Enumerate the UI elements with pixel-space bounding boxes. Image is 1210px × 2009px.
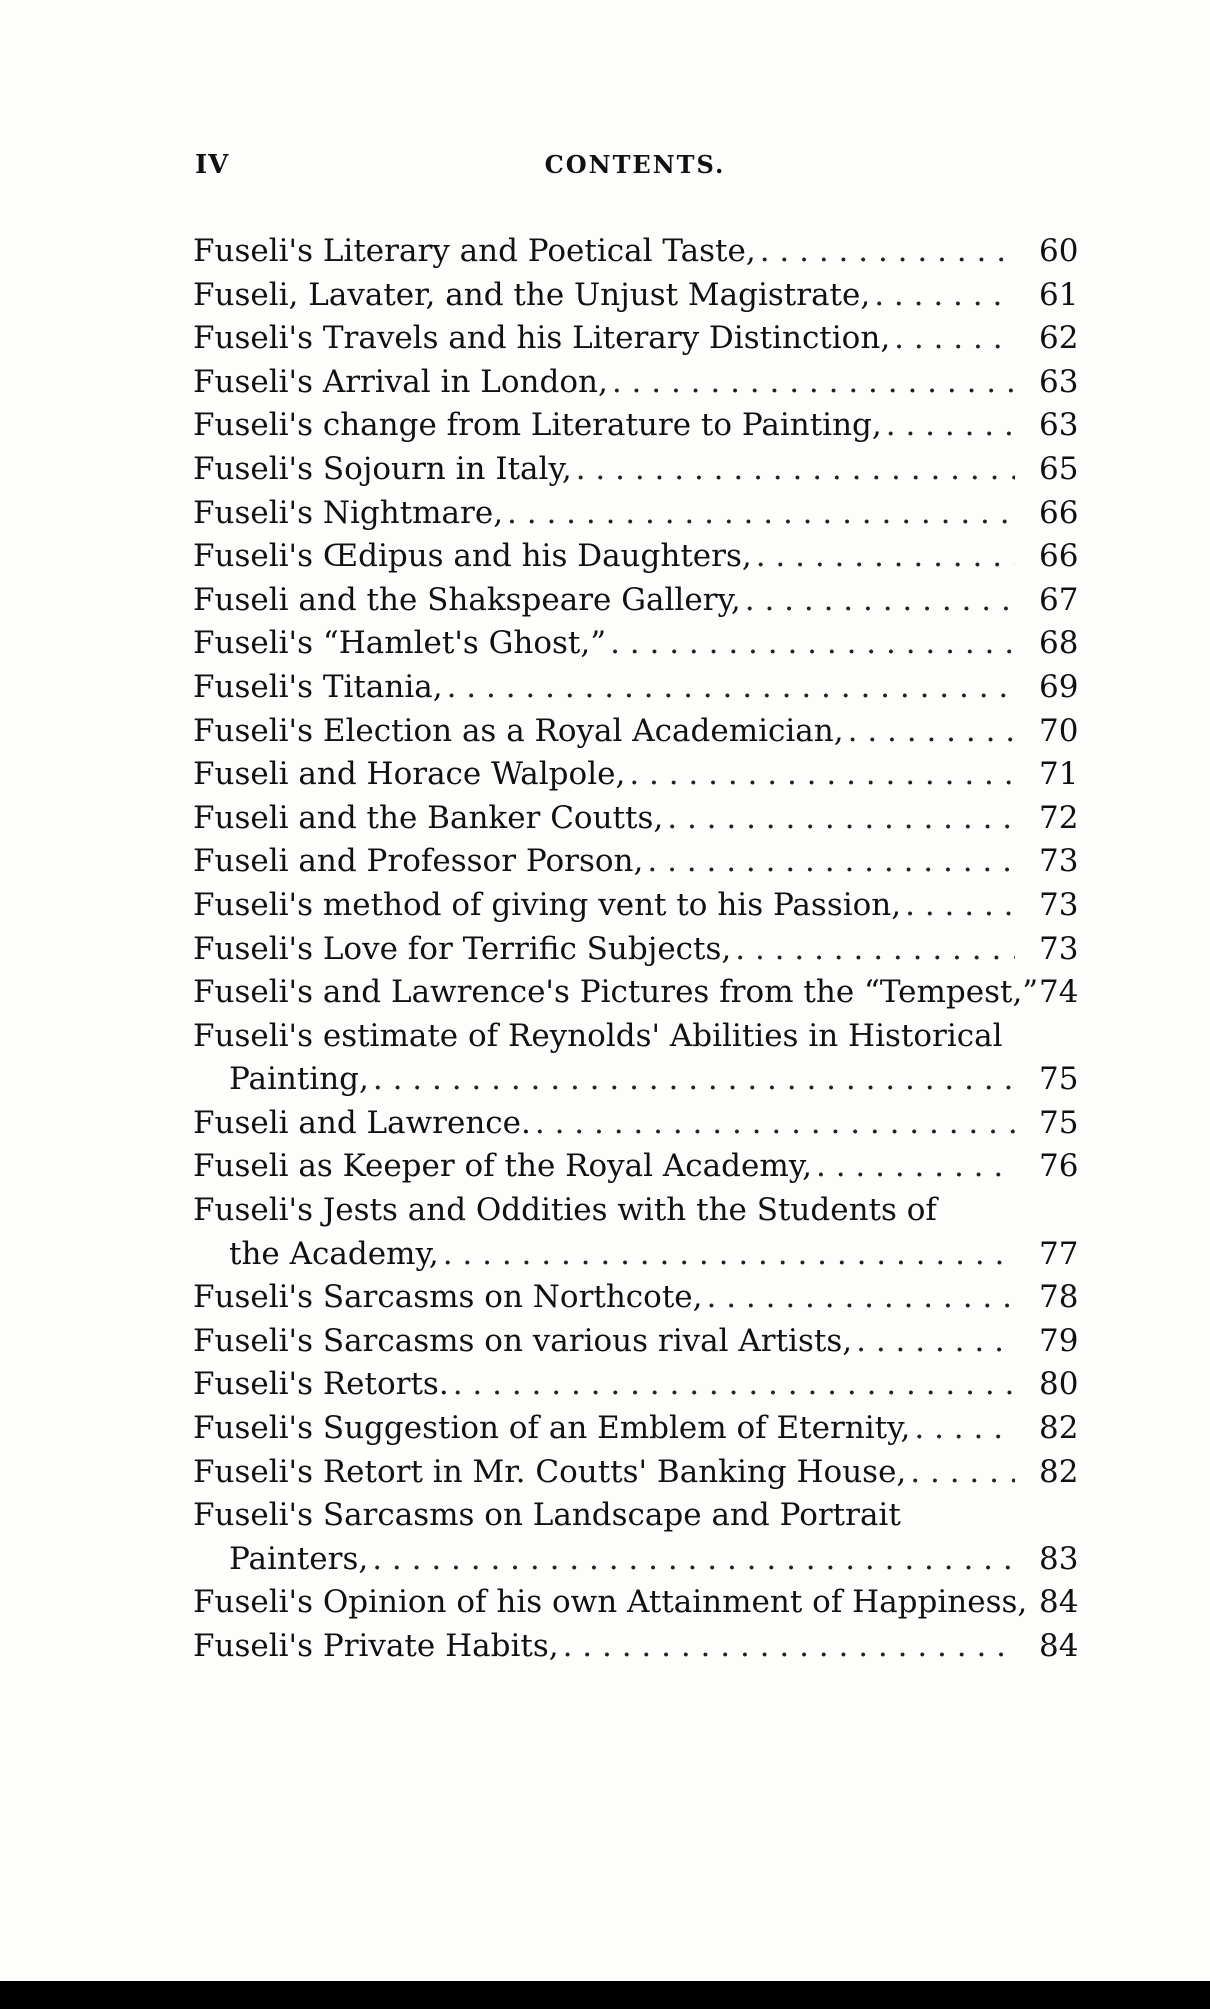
toc-entry-title: Fuseli's Sarcasms on various rival Artists,: [193, 1322, 853, 1359]
dot-leader: [610, 622, 1015, 666]
toc-entry-page-number: 73: [1039, 843, 1079, 880]
toc-entry-page-number: 63: [1039, 363, 1079, 400]
dot-leader: [507, 492, 1015, 536]
toc-entry: [193, 492, 1083, 536]
toc-entry-page-number: 72: [1039, 799, 1079, 836]
dot-leader: [886, 404, 1015, 448]
toc-entry-title: Fuseli's Travels and his Literary Distinction,: [193, 320, 891, 357]
dot-leader: [874, 274, 1015, 318]
toc-entry: [193, 622, 1083, 666]
toc-entry: [193, 448, 1083, 492]
toc-entry-title: Fuseli's Literary and Poetical Taste,: [193, 233, 756, 269]
toc-entry-page-number: 76: [1039, 1148, 1079, 1185]
dot-leader: [756, 535, 1015, 579]
toc-entry: [193, 361, 1083, 405]
dot-leader: [667, 797, 1015, 841]
toc-entry-page-number: 69: [1039, 668, 1079, 705]
toc-entry-title: Fuseli and Professor Porson,: [193, 843, 644, 880]
toc-entry-title: Fuseli's change from Literature to Painting,: [193, 407, 882, 444]
toc-entry-title: Fuseli's Jests and Oddities with the Students of: [193, 1192, 937, 1229]
dot-leader: [443, 1233, 1015, 1277]
toc-entry-page-number: 71: [1039, 756, 1079, 793]
toc-entry-page-number: 75: [1039, 1104, 1079, 1141]
toc-entry-title: Fuseli's Sarcasms on Landscape and Portrait: [193, 1497, 901, 1534]
toc-entry: [193, 1320, 1083, 1364]
toc-entry-title: Fuseli's “Hamlet's Ghost,”: [193, 625, 607, 662]
toc-entry: [193, 1189, 1083, 1233]
dot-leader: [914, 1407, 1015, 1451]
toc-entry-title: Fuseli's Arrival in London,: [193, 363, 608, 400]
toc-entry-title: Fuseli's Retort in Mr. Coutts' Banking House,: [193, 1453, 907, 1490]
dot-leader: [563, 1625, 1015, 1669]
toc-entry-page-number: 73: [1039, 930, 1079, 967]
toc-entry-title: Fuseli's and Lawrence's Pictures from the “Tempest,”: [193, 974, 1039, 1011]
toc-entry-title: Painters,: [229, 1540, 369, 1577]
toc-entry-page-number: 66: [1039, 538, 1079, 575]
toc-entry: [193, 317, 1083, 361]
toc-entry-title: Painting,: [229, 1061, 369, 1098]
toc-entry-title: Fuseli's Sojourn in Italy,: [193, 450, 572, 487]
dot-leader: [816, 1145, 1015, 1189]
toc-entry: [193, 666, 1083, 710]
toc-entry-title: Fuseli and Lawrence.: [193, 1104, 531, 1141]
toc-entry-title: Fuseli and the Shakspeare Gallery,: [193, 581, 741, 618]
toc-entry-page-number: 65: [1039, 450, 1079, 487]
dot-leader: [760, 230, 1015, 274]
toc-entry: [193, 404, 1083, 448]
toc-entry-title: Fuseli's estimate of Reynolds' Abilities in Historical: [193, 1017, 1003, 1054]
toc-entry-title: Fuseli's Suggestion of an Emblem of Eternity,: [193, 1410, 911, 1447]
dot-leader: [910, 1451, 1015, 1495]
scan-edge-bar: [0, 1981, 1210, 2009]
toc-entry: [193, 1015, 1083, 1059]
toc-entry-page-number: 82: [1039, 1410, 1079, 1447]
toc-entry-page-number: 61: [1039, 276, 1079, 313]
toc-entry: [193, 1407, 1083, 1451]
dot-leader: [373, 1058, 1015, 1102]
toc-entry: [193, 1581, 1083, 1625]
toc-entry-title: Fuseli and the Banker Coutts,: [193, 799, 664, 836]
toc-entry: [193, 1494, 1083, 1538]
toc-entry-title: Fuseli's Private Habits,: [193, 1628, 559, 1664]
toc-entry-title: Fuseli's Titania,: [193, 668, 443, 705]
toc-entry-page-number: 83: [1039, 1540, 1079, 1577]
dot-leader: [745, 579, 1015, 623]
running-head: CONTENTS.: [544, 150, 726, 179]
toc-entry-title: Fuseli's Nightmare,: [193, 494, 504, 531]
toc-entry: [193, 1363, 1083, 1407]
toc-entry: [193, 884, 1083, 928]
toc-entry-title: Fuseli's method of giving vent to his Passion,: [193, 886, 902, 923]
toc-entry-page-number: 84: [1039, 1628, 1079, 1664]
toc-entry-page-number: 77: [1039, 1235, 1079, 1272]
toc-entry-title: Fuseli's Œdipus and his Daughters,: [193, 538, 752, 575]
toc-entry-page-number: 78: [1039, 1279, 1079, 1316]
toc-entry-page-number: 84: [1039, 1584, 1079, 1621]
toc-entry-page-number: 66: [1039, 494, 1079, 531]
dot-leader: [905, 884, 1015, 928]
toc-entry: [193, 535, 1083, 579]
dot-leader: [447, 666, 1015, 710]
toc-entry: [193, 274, 1083, 318]
dot-leader: [535, 1102, 1015, 1146]
toc-entry-title: Fuseli's Retorts.: [193, 1366, 449, 1403]
toc-entry-page-number: 82: [1039, 1453, 1079, 1490]
dot-leader: [848, 710, 1015, 754]
toc-entry-title: Fuseli's Sarcasms on Northcote,: [193, 1279, 703, 1316]
toc-entry: [193, 840, 1083, 884]
toc-entry: [193, 1625, 1083, 1669]
toc-entry: [193, 1233, 1083, 1277]
toc-entry-title: Fuseli's Election as a Royal Academician,: [193, 712, 844, 749]
toc-entry-page-number: 63: [1039, 407, 1079, 444]
toc-entry: [193, 753, 1083, 797]
toc-entry: [193, 579, 1083, 623]
toc-entry: [193, 1102, 1083, 1146]
dot-leader: [647, 840, 1015, 884]
dot-leader: [856, 1320, 1015, 1364]
dot-leader: [894, 317, 1015, 361]
toc-entry-page-number: 62: [1039, 320, 1079, 357]
page-folio: IV: [195, 150, 230, 180]
dot-leader: [372, 1538, 1015, 1582]
toc-entry-title: Fuseli, Lavater, and the Unjust Magistrate,: [193, 276, 871, 313]
toc-entry-page-number: 74: [1039, 974, 1079, 1011]
toc-entry-page-number: 79: [1039, 1322, 1079, 1359]
toc-entry-page-number: 60: [1039, 233, 1079, 269]
toc-entry-title: Fuseli and Horace Walpole,: [193, 756, 626, 793]
toc-entry-title: the Academy,: [229, 1235, 439, 1272]
toc-entry-page-number: 67: [1039, 581, 1079, 618]
toc-entry: [193, 1145, 1083, 1189]
toc-entry: [193, 710, 1083, 754]
toc-entry: [193, 1538, 1083, 1582]
toc-entry-page-number: 68: [1039, 625, 1079, 662]
toc-entry: [193, 230, 1083, 274]
table-of-contents: [193, 230, 1083, 1669]
toc-entry: [193, 1276, 1083, 1320]
toc-entry: [193, 1451, 1083, 1495]
page-header: [195, 150, 1075, 190]
dot-leader: [629, 753, 1015, 797]
toc-entry: [193, 797, 1083, 841]
toc-entry-page-number: 73: [1039, 886, 1079, 923]
toc-entry-page-number: 75: [1039, 1061, 1079, 1098]
toc-entry: [193, 971, 1083, 1015]
dot-leader: [612, 361, 1015, 405]
dot-leader: [576, 448, 1015, 492]
toc-entry-title: Fuseli's Opinion of his own Attainment of Happiness,: [193, 1584, 1028, 1621]
toc-entry-page-number: 80: [1039, 1366, 1079, 1403]
toc-entry-title: Fuseli as Keeper of the Royal Academy,: [193, 1148, 812, 1185]
toc-entry-title: Fuseli's Love for Terrific Subjects,: [193, 930, 732, 967]
dot-leader: [453, 1363, 1015, 1407]
toc-entry: [193, 1058, 1083, 1102]
toc-entry: [193, 928, 1083, 972]
toc-entry-page-number: 70: [1039, 712, 1079, 749]
dot-leader: [707, 1276, 1016, 1320]
dot-leader: [735, 928, 1015, 972]
